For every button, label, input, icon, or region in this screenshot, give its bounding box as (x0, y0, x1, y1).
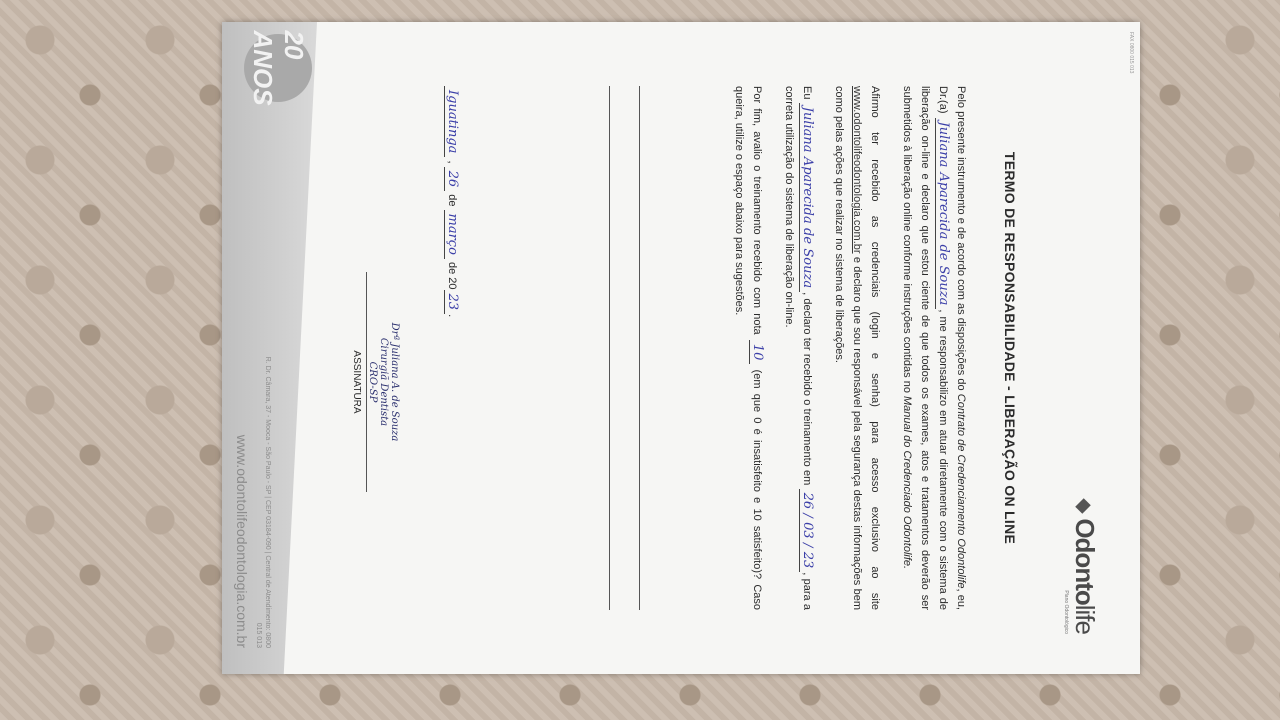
suggestion-line-1 (639, 86, 640, 610)
place-city: Iguatinga (444, 86, 460, 157)
signature-label: ASSINATURA (351, 350, 362, 414)
p1-dentist-name: Juliana Aparecida de Souza (935, 118, 951, 310)
place-month: março (444, 210, 460, 259)
paragraph-3 (780, 86, 816, 610)
p1-prefix: Pelo presente instrumento e de acordo com as disposições do (955, 86, 967, 391)
stamp-cro: CRO-SP (367, 361, 378, 403)
stamp-name: Drª Juliana A. de Souza (389, 322, 400, 442)
p3-prefix: Eu (801, 86, 813, 100)
p3-name: Juliana Aparecida de Souza (799, 103, 815, 292)
place-day: 26 (444, 167, 460, 192)
signature-stamp (367, 272, 400, 492)
paragraph-1 (898, 86, 970, 610)
corner-tag: FAX 0800 015 013 (1128, 32, 1134, 74)
footer-website: www.odontolifeodontologia.com.br (234, 434, 250, 648)
stamp-role: Cirurgiã Dentista (378, 337, 389, 427)
logo-brand-part1: Odonto (1070, 518, 1100, 605)
p2-suffix: e declaro que sou responsável pela segurança destas informações bem como pelas ações que realizar no sistema de liberações. (833, 86, 863, 610)
place-date-line: Iguatinga , 26 de março de 2023. (445, 86, 460, 610)
document-body (716, 86, 970, 610)
document-page (222, 22, 1140, 674)
p1-manual: Manual do Credenciado Odontolife. (901, 396, 913, 570)
paper-sheet (222, 22, 1140, 674)
p4-prefix: Por fim, avalio o treinamento recebido com nota (751, 86, 763, 335)
suggestion-line-2 (609, 86, 610, 610)
p2-site-link[interactable]: www.odontolifeodontologia.com.br (851, 86, 863, 254)
logo-brand-part2: life (1070, 604, 1100, 634)
p3-suffix: , para a correta utilização do sistema de liberação on-line. (783, 86, 813, 610)
paragraph-4 (730, 86, 766, 610)
logo-mark-icon (1075, 499, 1091, 515)
p1-suffix: , me responsabilizo em atuar diretamente com o sistema de liberação on-line e declaro que estou ciente de que todos os exames, atos e tratamentos deverão ser submetidos à liberação online conforme instruções contidas no (901, 86, 949, 610)
p1-contract: Contrato de Credenciamento Odontolife (955, 393, 967, 589)
place-de1: de (446, 194, 458, 207)
place-de2: de 20 (446, 261, 458, 290)
signature-block (351, 272, 400, 492)
paragraph-2 (830, 86, 884, 610)
odontolife-logo (1063, 500, 1100, 634)
footer-address: R. Dr. Câmara, 37 - Mooca - São Paulo - SP | CEP 03184-090 | Central de Atendimento: 0800 015 013 (255, 356, 271, 648)
p3-mid: , declaro ter recebido o treinamento em (801, 292, 813, 486)
p4-score: 10 (749, 340, 765, 365)
document-title: TERMO DE RESPONSABILIDADE - LIBERAÇÃO ON LINE (1002, 151, 1018, 545)
logo-tagline: Plano Odontológico (1063, 590, 1069, 634)
p4-suffix: (em que 0 é insatisfeito e 10 satisfeito)? Caso queira, utilize o espaço abaixo para sugestões. (733, 86, 763, 610)
p1-mid: , eu, Dr.(a) (937, 86, 967, 610)
p3-training-date: 26 / 03 / 23 (799, 489, 815, 573)
place-year: 23 (444, 290, 460, 315)
p2-prefix: Afirmo ter recebido as credenciais (login e senha) para acesso exclusivo ao site (869, 86, 881, 610)
anniversary-badge: 20 ANOS (244, 34, 312, 102)
